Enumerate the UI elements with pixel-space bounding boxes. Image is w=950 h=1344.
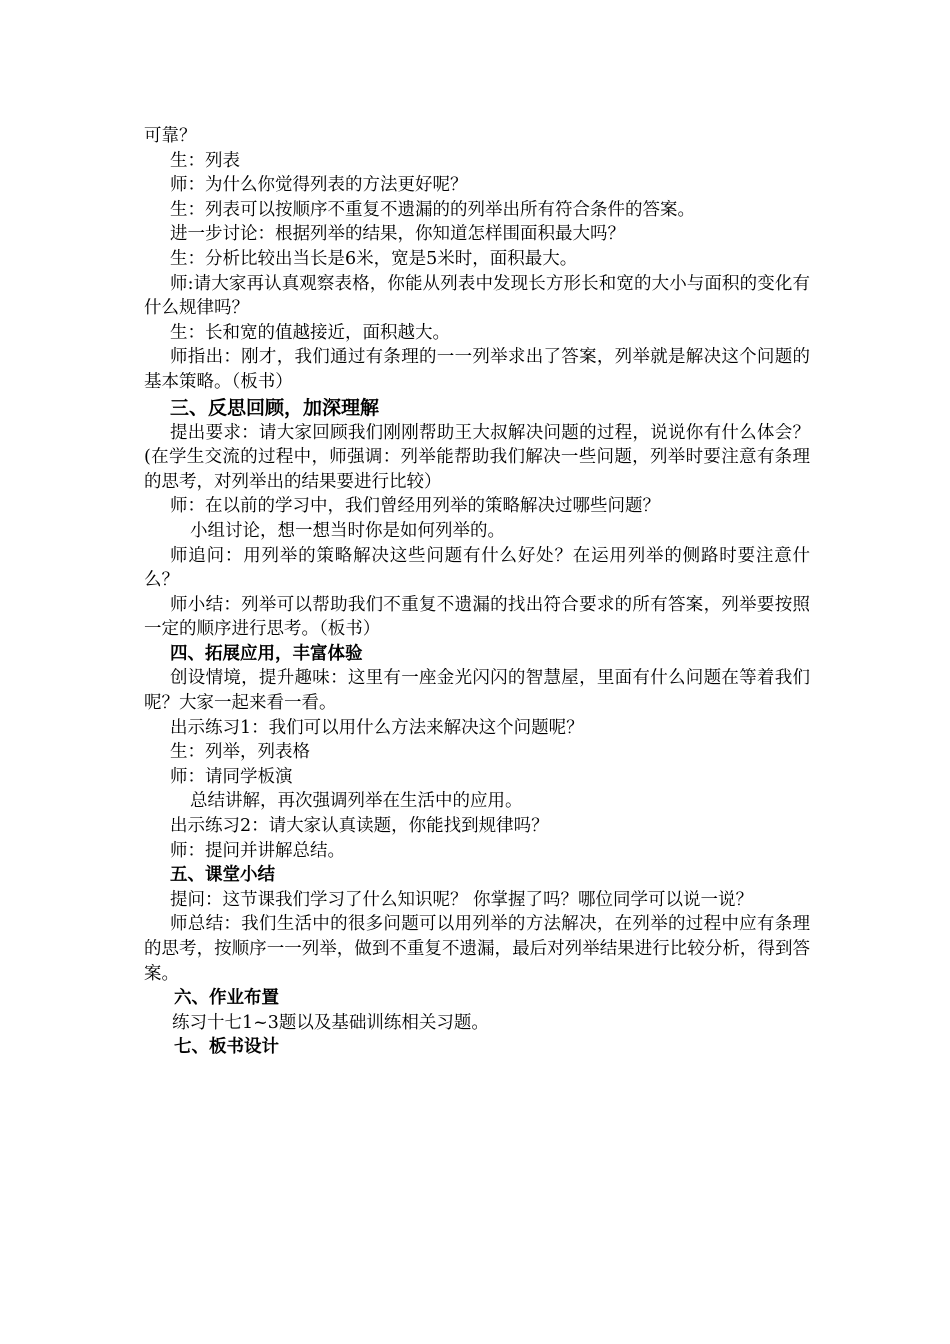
document-body	[144, 124, 810, 1060]
dialogue-line: 创设情境，提升趣味：这里有一座金光闪闪的智慧屋，里面有什么问题在等着我们呢？大家一起来看一看。	[144, 668, 810, 714]
section-heading-5: 五、课堂小结	[170, 865, 275, 886]
section-heading-3: 三、反思回顾，加深理解	[170, 396, 380, 419]
dialogue-line: 师总结：我们生活中的很多问题可以用列举的方法解决，在列举的过程中应有条理的思考，按顺序一一列举，做到不重复不遗漏，最后对列举结果进行比较分析，得到答案。	[144, 914, 810, 984]
dialogue-line: 师：为什么你觉得列表的方法更好呢？	[170, 175, 468, 196]
dialogue-line: 生：分析比较出当长是6米，宽是5米时，面积最大。	[170, 248, 578, 269]
dialogue-line: 师小结：列举可以帮助我们不重复不遗漏的找出符合要求的所有答案，列举要按照一定的顺序进行思考。（板书）	[144, 594, 810, 640]
dialogue-line: 师指出：刚才，我们通过有条理的一一列举求出了答案，列举就是解决这个问题的基本策略。（板书）	[144, 347, 810, 392]
dialogue-line: 进一步讨论：根据列举的结果，你知道怎样围面积最大吗？	[170, 224, 625, 245]
section-heading-6: 六、作业布置	[174, 988, 279, 1009]
dialogue-line: 提出要求：请大家回顾我们刚刚帮助王大叔解决问题的过程，说说你有什么体会？(在学生交流的过程中，师强调：列举能帮助我们解决一些问题，列举时要注意有条理的思考，对列举出的结果要进行比较）	[144, 422, 810, 492]
dialogue-line: 总结讲解，再次强调列举在生活中的应用。	[190, 791, 523, 812]
section-heading-4: 四、拓展应用，丰富体验	[170, 643, 363, 664]
section-heading-7: 七、板书设计	[174, 1037, 279, 1058]
dialogue-line: 小组讨论，想一想当时你是如何列举的。	[190, 520, 505, 541]
dialogue-line: 生：长和宽的值越接近，面积越大。	[170, 322, 450, 343]
dialogue-line: 出示练习1：我们可以用什么方法来解决这个问题呢？	[170, 717, 584, 738]
dialogue-line: 师：提问并讲解总结。	[170, 840, 345, 861]
dialogue-line: 生：列表	[170, 150, 240, 171]
dialogue-line: 师：在以前的学习中，我们曾经用列举的策略解决过哪些问题？	[170, 496, 660, 517]
dialogue-line: 师追问：用列举的策略解决这些问题有什么好处？在运用列举的侧路时要注意什么？	[144, 545, 810, 591]
dialogue-line: 提问：这节课我们学习了什么知识呢？ 你掌握了吗？哪位同学可以说一说？	[170, 889, 754, 910]
dialogue-line: 师:请大家再认真观察表格，你能从列表中发现长方形长和宽的大小与面积的变化有什么规律吗？	[144, 273, 810, 319]
dialogue-line: 生：列表可以按顺序不重复不遗漏的的列举出所有符合条件的答案。	[170, 199, 695, 220]
dialogue-line: 生：列举，列表格	[170, 742, 310, 763]
dialogue-line: 出示练习2：请大家认真读题，你能找到规律吗？	[170, 816, 549, 837]
dialogue-line: 师：请同学板演	[170, 766, 293, 787]
paragraph-continuation: 可靠？	[144, 126, 197, 146]
dialogue-line: 练习十七1~3题以及基础训练相关习题。	[172, 1012, 489, 1033]
